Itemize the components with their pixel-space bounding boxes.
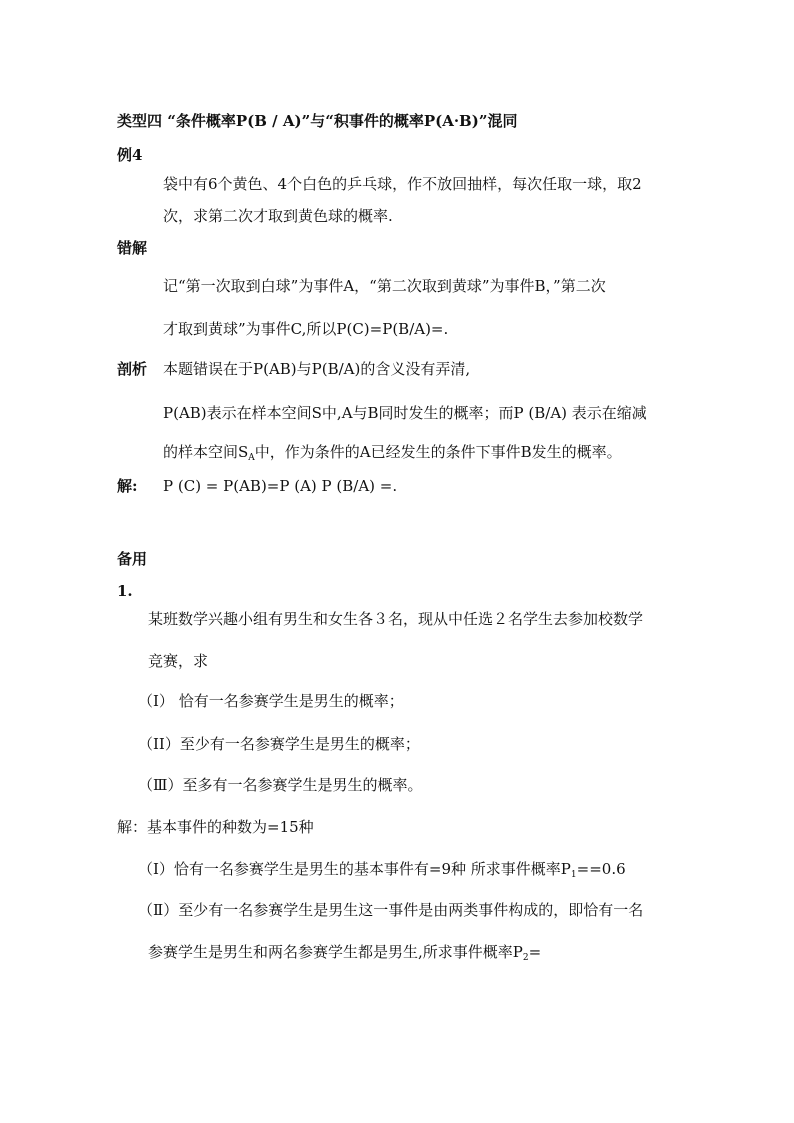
answer-1-start: （Ⅰ）恰有一名参赛学生是男生的基本事件有=9种 所求事件概率P (138, 860, 571, 878)
analysis-label: 剖析 (117, 360, 148, 378)
backup-problem-line-1: 某班数学兴趣小组有男生和女生各３名，现从中任选２名学生去参加校数学 (148, 610, 644, 628)
solution-label: 解: (117, 477, 138, 495)
example-problem-line-2: 次，求第二次才取到黄色球的概率. (163, 207, 393, 225)
analysis-line-3-end: 中，作为条件的A已经发生的条件下事件B发生的概率。 (254, 443, 622, 461)
subscript-a: A (248, 453, 255, 463)
analysis-line-3-start: 的样本空间S (163, 443, 249, 461)
question-item-1: （I） 恰有一名参赛学生是男生的概率； (138, 692, 404, 710)
question-item-3: （Ⅲ）至多有一名参赛学生是男生的概率。 (138, 776, 423, 794)
subscript-2: 2 (522, 953, 529, 963)
backup-number: 1. (117, 582, 133, 600)
answer-1-end: ==0.6 (576, 860, 626, 878)
answer-2-line-2 (148, 942, 541, 962)
example-problem-line-1: 袋中有6个黄色、4个白色的乒乓球，作不放回抽样，每次任取一球，取2 (163, 175, 642, 193)
answer-2-line-2-end: = (528, 943, 542, 961)
subscript-1: 1 (570, 870, 577, 880)
answer-intro: 解：基本事件的种数为=15种 (117, 818, 314, 836)
wrong-solution-line-2: 才取到黄球”为事件C,所以P(C)=P(B/A)=. (163, 320, 449, 338)
answer-2-line-2-start: 参赛学生是男生和两名参赛学生都是男生,所求事件概率P (148, 943, 523, 961)
analysis-line-3 (163, 442, 622, 462)
wrong-solution-label: 错解 (117, 239, 148, 257)
answer-1 (138, 859, 626, 879)
answer-2-line-1: （Ⅱ）至少有一名参赛学生是男生这一事件是由两类事件构成的，即恰有一名 (138, 901, 644, 919)
backup-problem-line-2: 竞赛，求 (148, 652, 209, 670)
wrong-solution-line-1: 记“第一次取到白球”为事件A，“第二次取到黄球”为事件B，”第二次 (163, 277, 606, 295)
example-label: 例4 (117, 146, 143, 164)
analysis-line-2: P(AB)表示在样本空间S中,A与B同时发生的概率；而P (B/A) 表示在缩减 (163, 404, 647, 422)
backup-label: 备用 (117, 550, 148, 568)
analysis-line-1: 本题错误在于P(AB)与P(B/A)的含义没有弄清, (163, 360, 471, 378)
solution-text: P (C) = P(AB)=P (A) P (B/A) =. (163, 477, 398, 495)
section-title: 类型四 “条件概率P(B / A)”与“积事件的概率P(A·B)”混同 (117, 112, 518, 130)
question-item-2: （II）至少有一名参赛学生是男生的概率； (138, 735, 420, 753)
